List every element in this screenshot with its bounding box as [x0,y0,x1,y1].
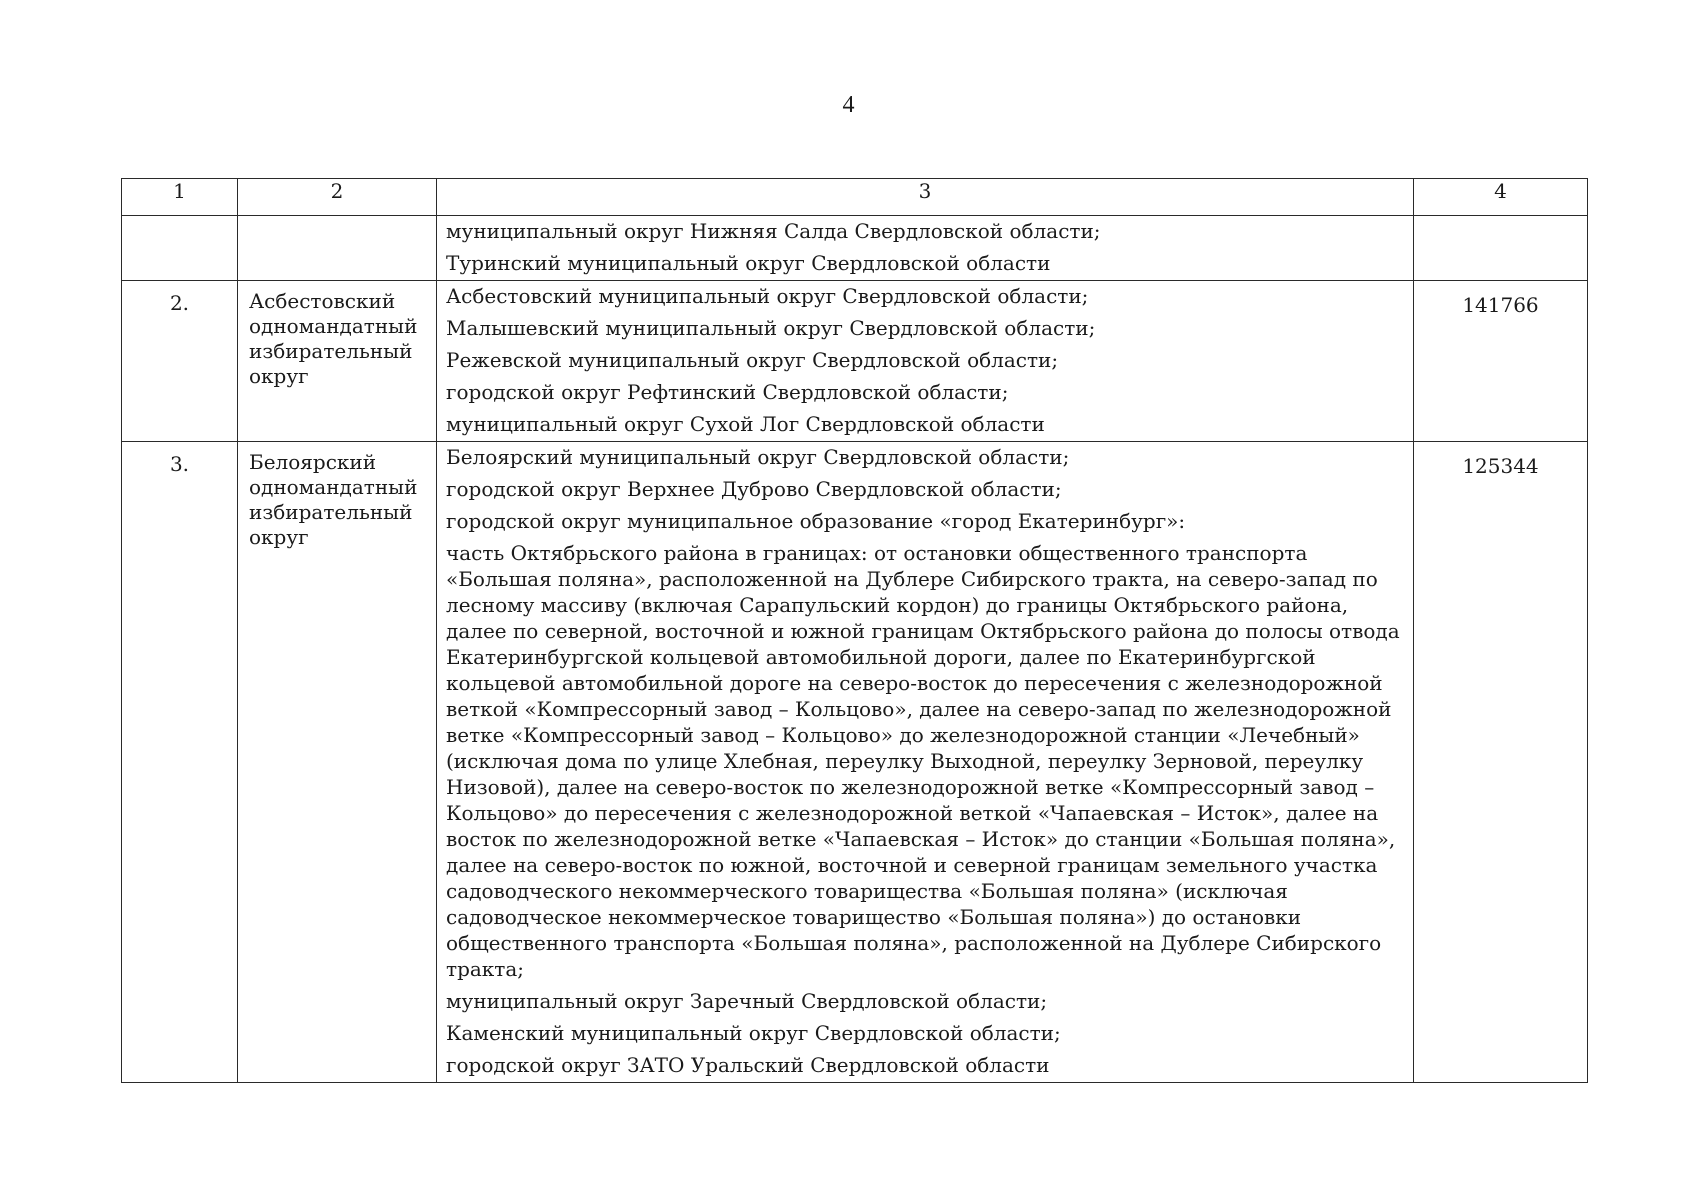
row-number: 3. [122,442,238,1083]
row-number: 2. [122,281,238,442]
voter-count [1414,216,1588,281]
composition-item: Каменский муниципальный округ Свердловской области; [446,1021,1061,1045]
table-row [122,442,1588,1083]
composition-item: городской округ Верхнее Дуброво Свердловской области; [446,477,1062,501]
composition-item: Режевской муниципальный округ Свердловской области; [446,348,1059,372]
header-cell-3: 3 [437,179,1414,216]
header-cell-2: 2 [238,179,437,216]
table-row [122,281,1588,442]
composition-item: Туринский муниципальный округ Свердловской области [446,251,1051,275]
voter-count: 141766 [1414,281,1588,442]
table-row [122,216,1588,281]
header-cell-4: 4 [1414,179,1588,216]
district-composition [437,216,1414,281]
composition-item: муниципальный округ Сухой Лог Свердловской области [446,412,1045,436]
page-number: 4 [842,92,855,118]
composition-item: городской округ ЗАТО Уральский Свердловской области [446,1053,1050,1077]
composition-item: Белоярский муниципальный округ Свердловской области; [446,445,1070,469]
composition-item: муниципальный округ Нижняя Салда Свердловской области; [446,219,1101,243]
district-name: Асбестовский одномандатный избирательный округ [238,281,437,442]
row-number [122,216,238,281]
composition-item: муниципальный округ Заречный Свердловской области; [446,989,1048,1013]
district-composition [437,442,1414,1083]
composition-item: Асбестовский муниципальный округ Свердловской области; [446,284,1089,308]
composition-item: городской округ муниципальное образование «город Екатеринбург»: [446,509,1186,533]
composition-boundary-description: часть Октябрьского района в границах: от остановки общественного транспорта «Большая поляна», расположенной на Дублере Сибирского тракта, на северо-запад по лесному массиву (включая Сарапульский кордон) до границы Октябрьского района, далее по северной, восточной и южной границам Октябрьского района до полосы отвода Екатеринбургской кольцевой автомобильной дороги, далее по Екатеринбургской кольцевой автомобильной дороге на северо-восток до пересечения с железнодорожной веткой «Компрессорный завод – Кольцово», далее на северо-запад по железнодорожной ветке «Компрессорный завод – Кольцово» до железнодорожной станции «Лечебный» (исключая дома по улице Хлебная, переулку Выходной, переулку Зерновой, переулку Низовой), далее на северо-восток по железнодорожной ветке «Компрессорный завод – Кольцово» до пересечения с железнодорожной веткой «Чапаевская – Исток», далее на восток по железнодорожной ветке «Чапаевская – Исток» до станции «Большая поляна», далее на северо-восток по южной, восточной и северной границам земельного участка садоводческого некоммерческого товарищества «Большая поляна» (исключая садоводческое некоммерческое товарищество «Большая поляна») до остановки общественного транспорта «Большая поляна», расположенной на Дублере Сибирского тракта; [446,541,1400,981]
district-composition [437,281,1414,442]
district-name: Белоярский одномандатный избирательный округ [238,442,437,1083]
composition-item: Малышевский муниципальный округ Свердловской области; [446,316,1096,340]
district-name [238,216,437,281]
composition-item: городской округ Рефтинский Свердловской области; [446,380,1009,404]
voter-count: 125344 [1414,442,1588,1083]
districts-table [121,178,1588,1083]
table-header-row [122,179,1588,216]
header-cell-1: 1 [122,179,238,216]
